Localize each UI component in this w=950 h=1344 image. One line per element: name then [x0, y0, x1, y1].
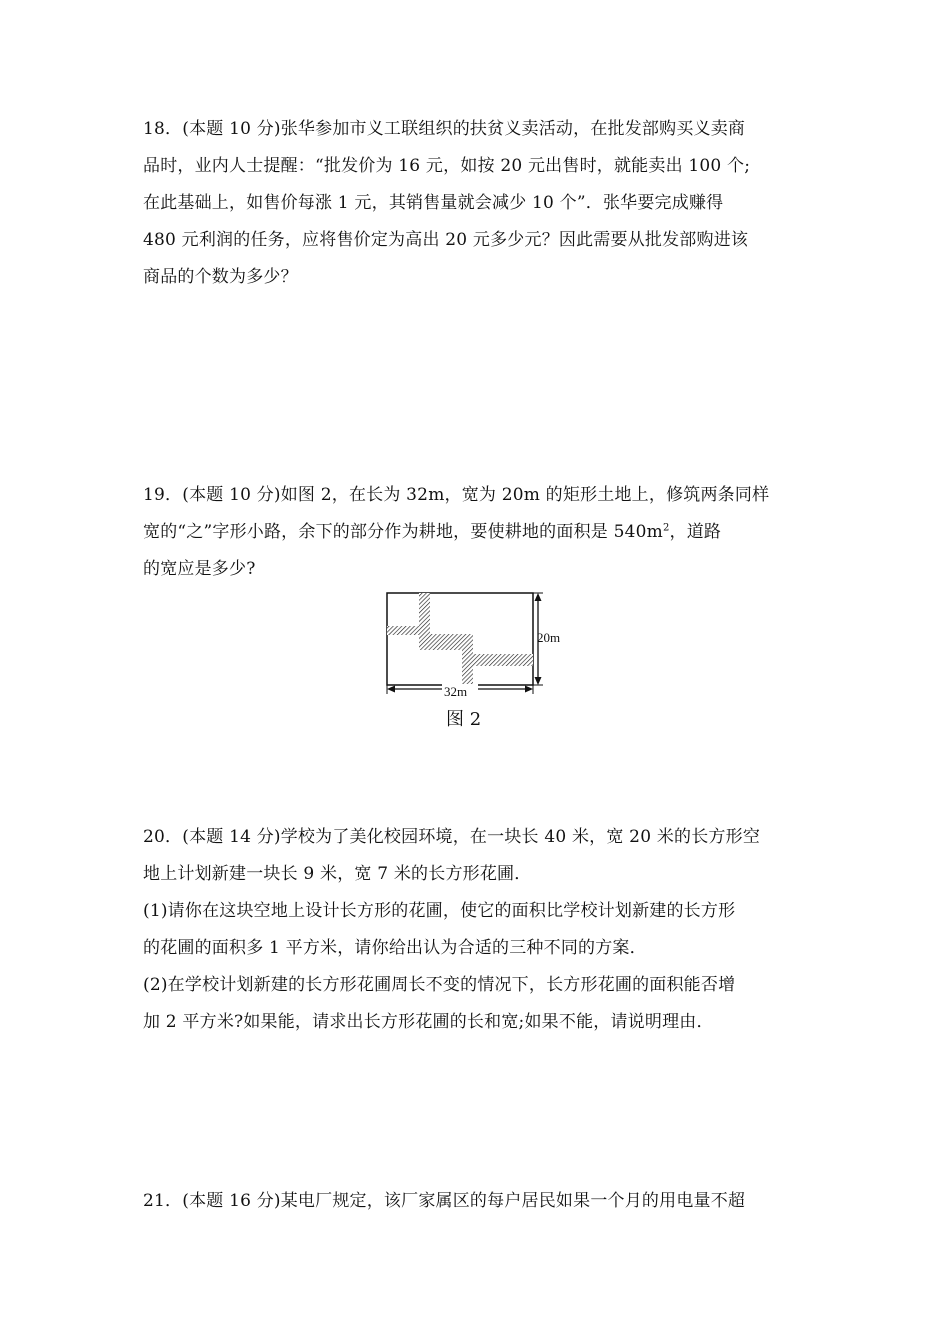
- q18-line-1: 18．(本题 10 分)张华参加市义工联组织的扶贫义卖活动，在批发部购买义卖商: [143, 119, 746, 139]
- width-label: 32m: [444, 684, 468, 699]
- figure-caption: 图 2: [446, 709, 482, 730]
- figure-2-diagram: [380, 588, 580, 700]
- q19-line-2-text: 宽的“之”字形小路，余下的部分作为耕地，要使耕地的面积是 540m: [143, 522, 663, 542]
- q18-line-5: 商品的个数为多少？: [143, 267, 298, 287]
- q19-line-2: [143, 521, 813, 543]
- q18-line-4: 480 元利润的任务，应将售价定为高出 20 元多少元？因此需要从批发部购进该: [143, 230, 749, 250]
- q20-line-3: (1)请你在这块空地上设计长方形的花圃，使它的面积比学校计划新建的长方形: [143, 901, 736, 921]
- q18-line-2: 品时，业内人士提醒：“批发价为 16 元，如按 20 元出售时，就能卖出 100 个;: [143, 156, 751, 176]
- q20-line-2: 地上计划新建一块长 9 米，宽 7 米的长方形花圃．: [143, 864, 532, 884]
- q21-line-1: 21．(本题 16 分)某电厂规定，该厂家属区的每户居民如果一个月的用电量不超: [143, 1191, 746, 1211]
- q19-superscript: 2: [662, 522, 670, 534]
- q18-line-3: 在此基础上，如售价每涨 1 元，其销售量就会减少 10 个”．张华要完成赚得: [143, 193, 724, 213]
- q19-line-3: 的宽应是多少?: [143, 559, 256, 579]
- q19-line-2-tail: ，道路: [669, 522, 722, 542]
- q19-line-1: 19．(本题 10 分)如图 2，在长为 32m，宽为 20m 的矩形土地上，修筑两条同样: [143, 485, 770, 505]
- height-label: 20m: [537, 630, 561, 645]
- q20-line-4: 的花圃的面积多 1 平方米，请你给出认为合适的三种不同的方案．: [143, 938, 647, 958]
- q20-line-5: (2)在学校计划新建的长方形花圃周长不变的情况下，长方形花圃的面积能否增: [143, 975, 736, 995]
- q20-line-6: 加 2 平方米?如果能，请求出长方形花圃的长和宽;如果不能，请说明理由．: [143, 1012, 714, 1032]
- q20-line-1: 20．(本题 14 分)学校为了美化校园环境，在一块长 40 米，宽 20 米的长方形空: [143, 827, 761, 847]
